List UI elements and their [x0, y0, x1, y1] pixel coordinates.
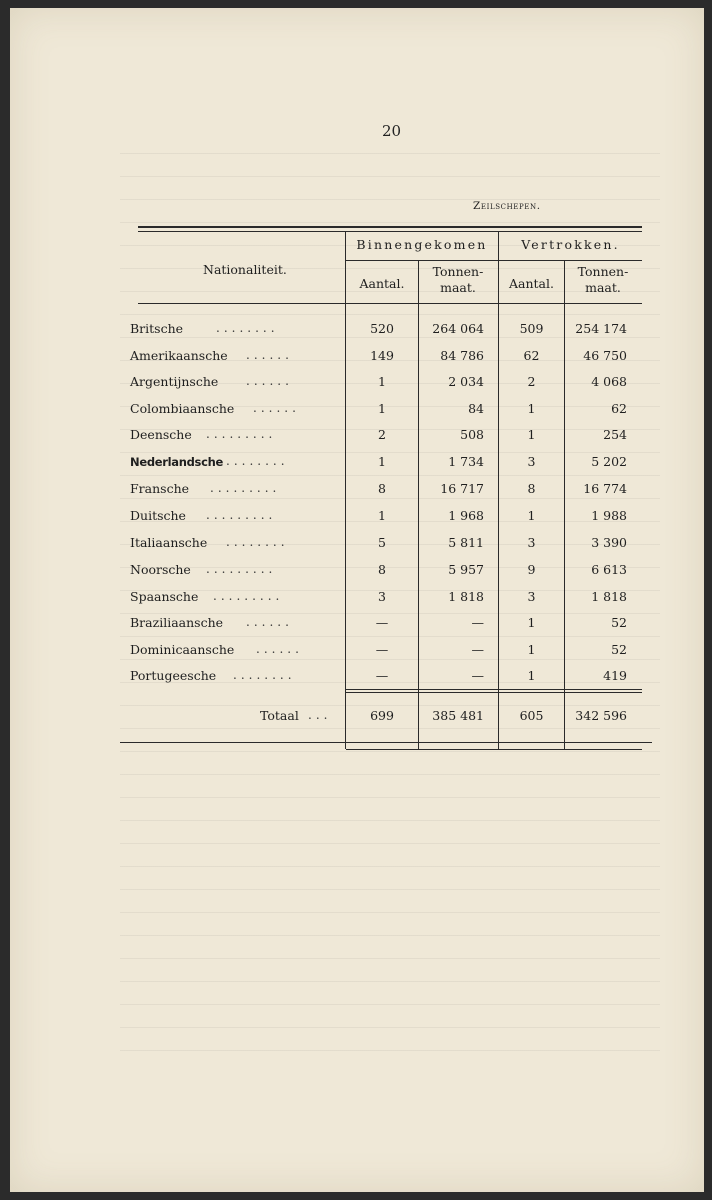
row-out-tonnage: 62	[611, 401, 627, 416]
row-in-tonnage: 264 064	[432, 321, 484, 336]
row-nationality: Braziliaansche	[130, 615, 224, 630]
row-nationality: Britsche	[130, 321, 184, 336]
header-departed: Vertrokken.	[521, 237, 620, 252]
table-row	[10, 401, 704, 421]
leader-dots: ......	[253, 401, 300, 415]
row-in-tonnage: 508	[460, 427, 484, 442]
top-rule-thin	[138, 231, 642, 232]
row-out-count: 1	[527, 615, 536, 630]
row-in-tonnage: 84	[468, 401, 484, 416]
row-in-count: 2	[378, 427, 386, 442]
table-row	[10, 615, 704, 635]
header-in-count: Aantal.	[359, 276, 405, 291]
table-row	[10, 508, 704, 528]
row-out-tonnage: 4 068	[591, 374, 627, 389]
row-out-tonnage: 52	[611, 615, 627, 630]
total-label: Totaal	[260, 708, 299, 723]
row-out-tonnage: 16 774	[583, 481, 627, 496]
row-nationality: Duitsche	[130, 508, 186, 523]
total-row	[10, 708, 704, 728]
row-nationality: Deensche	[130, 427, 192, 442]
row-out-count: 2	[527, 374, 536, 389]
leader-dots: ........	[233, 668, 296, 682]
table-row	[10, 427, 704, 447]
row-out-count: 62	[523, 348, 540, 363]
row-in-tonnage: 16 717	[440, 481, 484, 496]
total-in-tonnage: 385 481	[432, 708, 484, 723]
row-in-tonnage: —	[471, 615, 484, 630]
row-in-count: 8	[378, 562, 386, 577]
row-out-tonnage: 1 818	[591, 589, 627, 604]
row-out-tonnage: 6 613	[591, 562, 627, 577]
total-out-count: 605	[519, 708, 544, 723]
row-in-count: —	[375, 668, 389, 683]
leader-dots: ......	[246, 615, 293, 629]
row-in-tonnage: 84 786	[440, 348, 484, 363]
row-out-tonnage: 254	[603, 427, 627, 442]
top-rule-thick	[138, 226, 642, 228]
table-bottom-rule	[120, 742, 652, 743]
document-page	[10, 8, 704, 1192]
header-bottom-rule	[138, 303, 642, 304]
table-row	[10, 348, 704, 368]
table-row	[10, 535, 704, 555]
row-nationality: Fransche	[130, 481, 190, 496]
row-out-count: 509	[519, 321, 544, 336]
table-row	[10, 481, 704, 501]
row-in-count: 8	[378, 481, 386, 496]
row-in-count: 1	[378, 401, 386, 416]
leader-dots: .........	[206, 508, 277, 522]
row-out-count: 3	[527, 589, 536, 604]
leader-dots: .........	[213, 589, 284, 603]
row-out-count: 9	[527, 562, 536, 577]
table-row	[10, 642, 704, 662]
row-in-tonnage: —	[471, 668, 484, 683]
table-row	[10, 589, 704, 609]
table-title: Zeilschepen.	[473, 200, 541, 212]
row-nationality: Italiaansche	[130, 535, 208, 550]
leader-dots: ......	[256, 642, 303, 656]
row-in-tonnage: 1 968	[448, 508, 484, 523]
row-in-count: 149	[370, 348, 394, 363]
row-nationality: Argentijnsche	[130, 374, 219, 389]
row-in-tonnage: —	[471, 642, 484, 657]
row-out-count: 1	[527, 508, 536, 523]
total-rule-top	[346, 689, 642, 690]
header-arrived: Binnengekomen	[356, 237, 488, 252]
row-nationality: Nederlandsche	[130, 455, 223, 469]
header-in-tonnage: Tonnen- maat.	[432, 264, 484, 295]
row-in-count: 1	[378, 508, 386, 523]
page-number: 20	[382, 122, 402, 140]
table-row	[10, 562, 704, 582]
row-out-tonnage: 3 390	[591, 535, 627, 550]
leader-dots: ...	[308, 708, 332, 722]
row-in-count: —	[375, 642, 389, 657]
row-out-count: 1	[527, 642, 536, 657]
header-out-count: Aantal.	[509, 276, 554, 291]
row-nationality: Portugeesche	[130, 668, 217, 683]
row-out-count: 1	[527, 427, 536, 442]
leader-dots: ........	[216, 321, 279, 335]
row-out-tonnage: 1 988	[591, 508, 627, 523]
row-in-count: 1	[378, 374, 386, 389]
row-in-tonnage: 1 818	[448, 589, 484, 604]
header-nationality: Nationaliteit.	[203, 262, 287, 277]
row-nationality: Noorsche	[130, 562, 191, 577]
row-out-tonnage: 52	[611, 642, 627, 657]
row-nationality: Spaansche	[130, 589, 199, 604]
table-row	[10, 374, 704, 394]
row-out-tonnage: 46 750	[583, 348, 627, 363]
row-in-tonnage: 5 957	[448, 562, 484, 577]
row-out-count: 3	[527, 454, 536, 469]
total-out-tonnage: 342 596	[575, 708, 627, 723]
row-in-tonnage: 2 034	[448, 374, 484, 389]
row-nationality: Dominicaansche	[130, 642, 235, 657]
row-in-count: 520	[370, 321, 394, 336]
header-out-tonnage: Tonnen- maat.	[577, 264, 629, 295]
table-row	[10, 454, 704, 474]
leader-dots: .........	[206, 427, 277, 441]
row-nationality: Colombiaansche	[130, 401, 235, 416]
row-in-tonnage: 1 734	[448, 454, 484, 469]
row-out-count: 3	[527, 535, 536, 550]
row-out-count: 1	[527, 668, 536, 683]
leader-dots: ......	[246, 374, 293, 388]
leader-dots: ........	[226, 535, 289, 549]
leader-dots: .........	[210, 481, 281, 495]
table-row	[10, 668, 704, 688]
total-rule-top-2	[346, 692, 642, 693]
row-out-tonnage: 419	[603, 668, 627, 683]
row-nationality: Amerikaansche	[130, 348, 228, 363]
table-bottom-rule-2	[346, 749, 642, 750]
row-in-count: 1	[378, 454, 386, 469]
row-in-count: —	[375, 615, 389, 630]
table-row	[10, 321, 704, 341]
row-in-tonnage: 5 811	[448, 535, 484, 550]
row-out-tonnage: 5 202	[591, 454, 627, 469]
row-out-count: 1	[527, 401, 536, 416]
row-in-count: 5	[378, 535, 386, 550]
group-header-rule	[346, 260, 642, 261]
leader-dots: ......	[246, 348, 293, 362]
leader-dots: ........	[226, 454, 289, 468]
row-out-tonnage: 254 174	[575, 321, 627, 336]
total-in-count: 699	[370, 708, 394, 723]
leader-dots: .........	[206, 562, 277, 576]
row-in-count: 3	[378, 589, 386, 604]
row-out-count: 8	[527, 481, 536, 496]
